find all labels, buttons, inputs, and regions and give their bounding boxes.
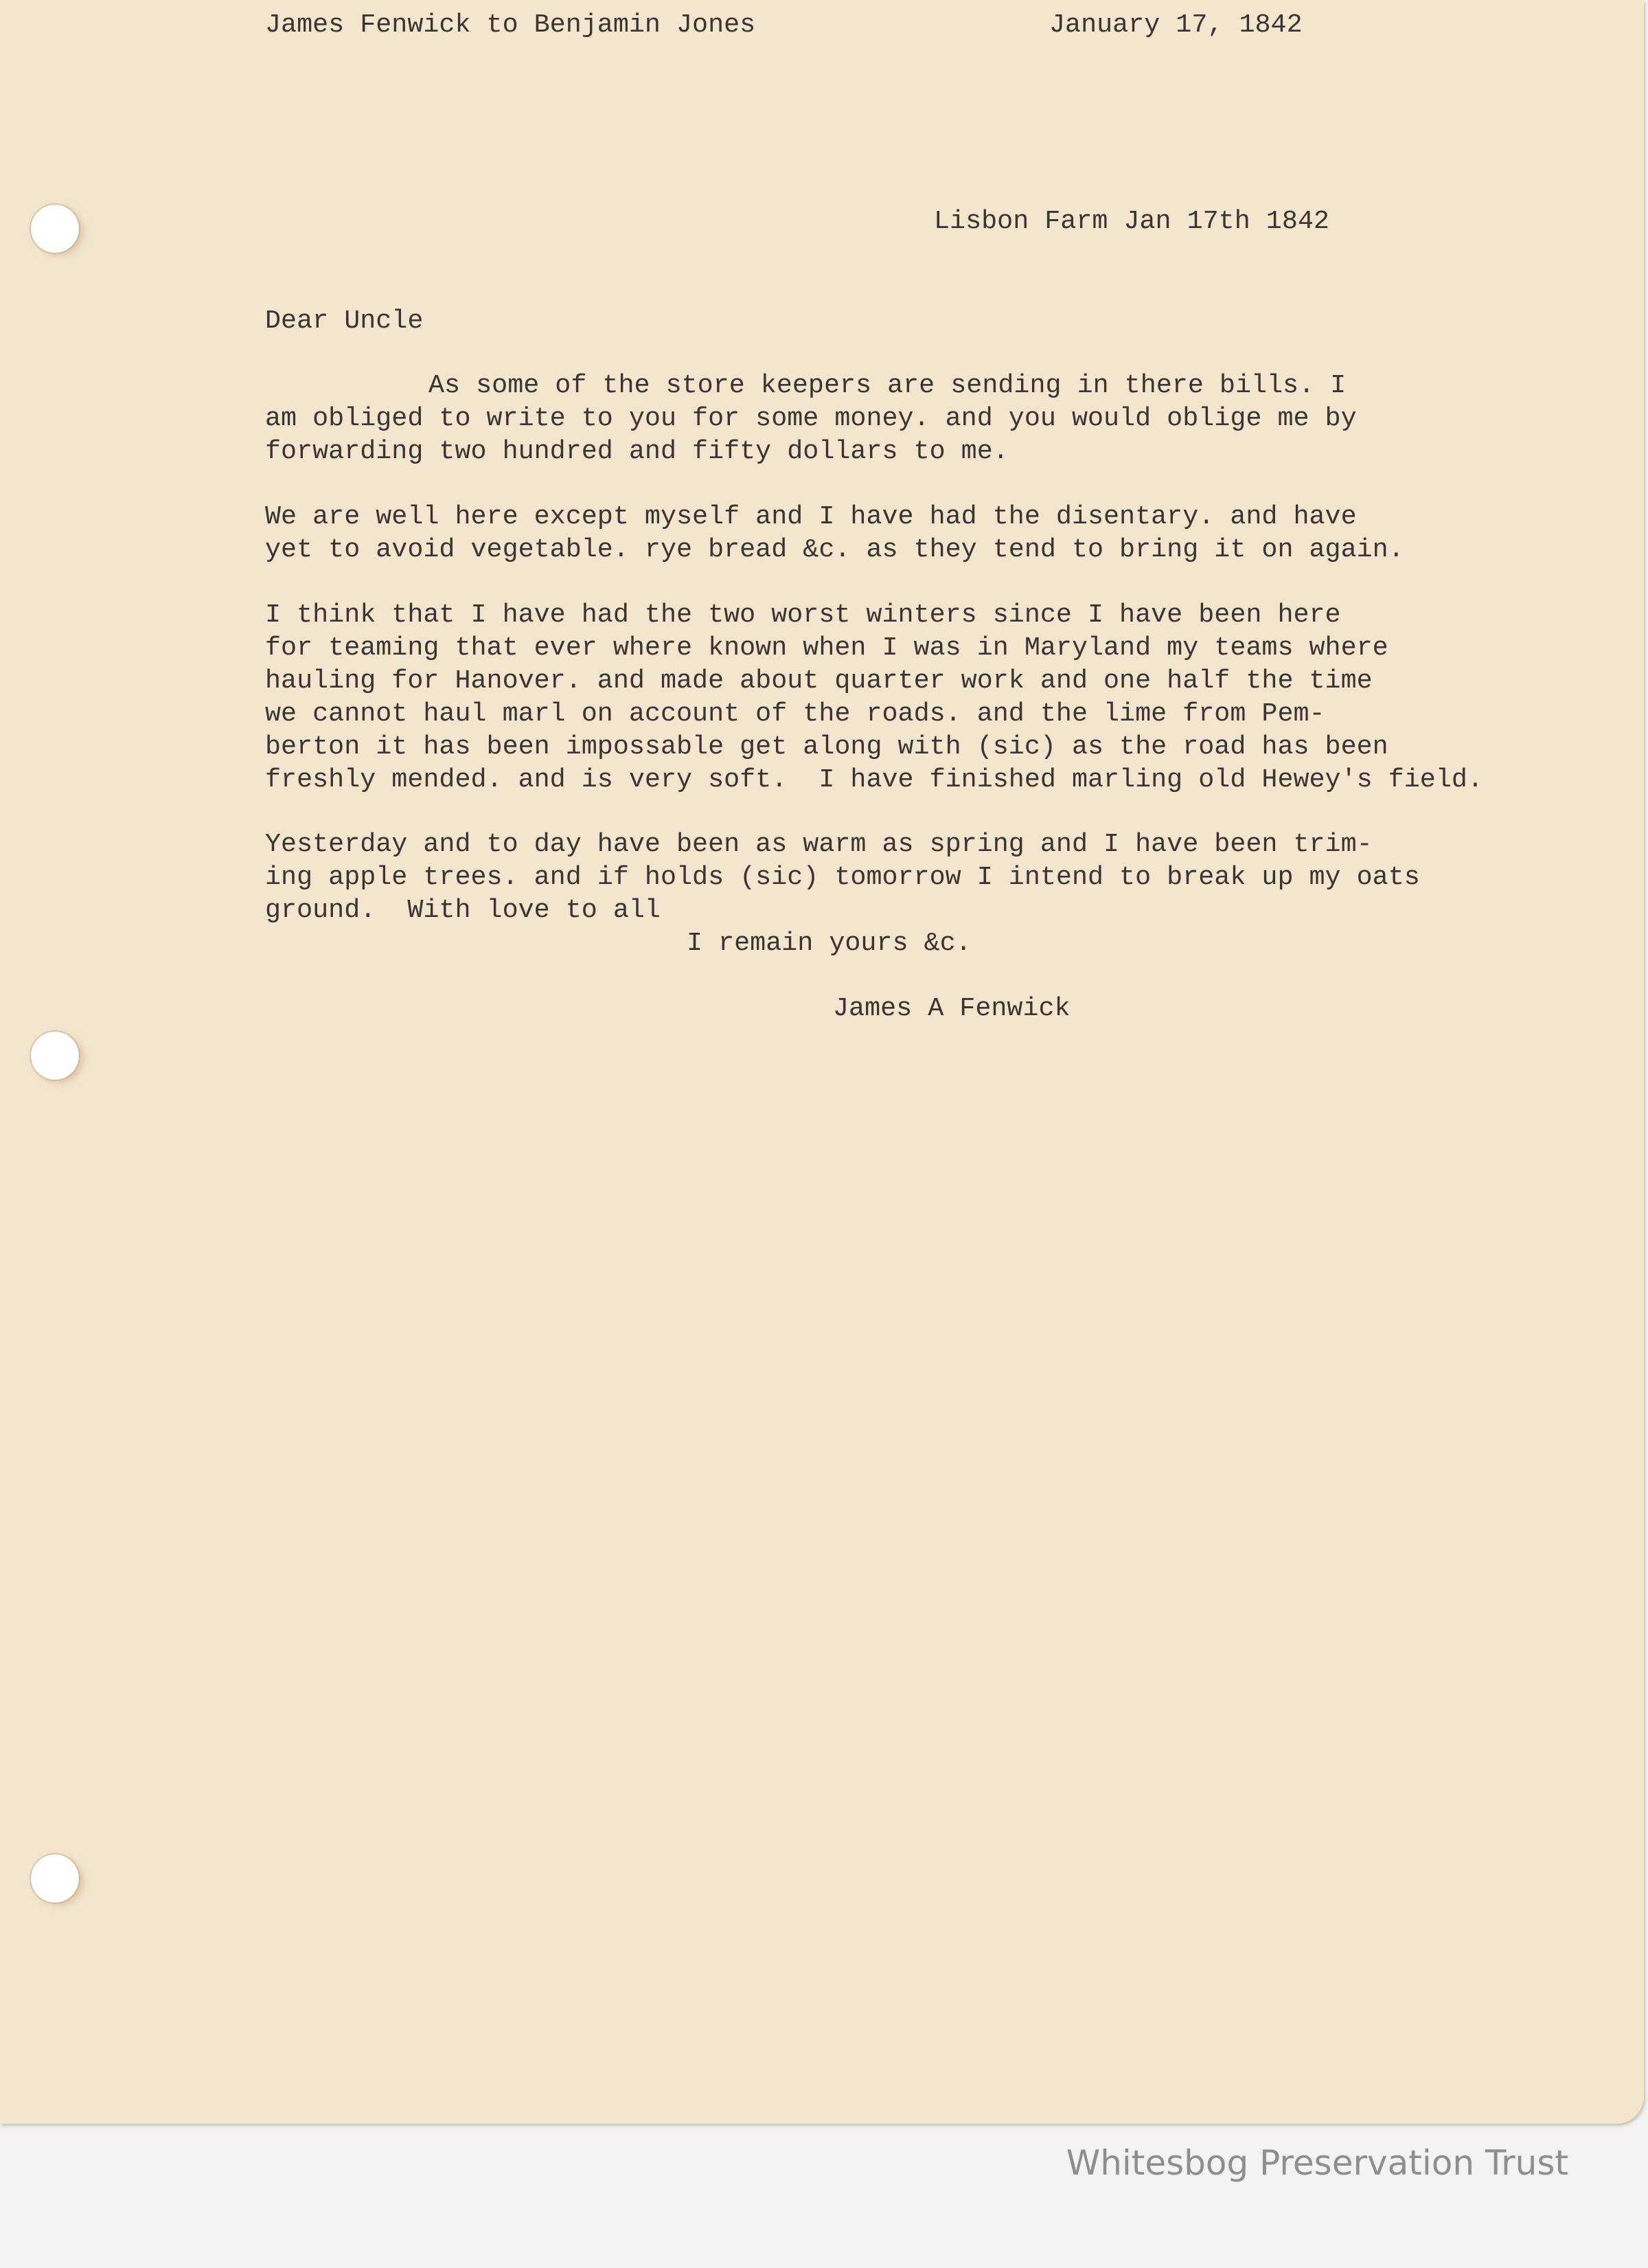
- paragraph-1-line-2: am obliged to write to you for some money. and you would oblige me by: [265, 403, 1357, 433]
- binder-hole-bottom: [31, 1855, 79, 1903]
- watermark-credit: Whitesbog Preservation Trust: [1066, 2143, 1568, 2183]
- paragraph-3-line-1: I think that I have had the two worst winters since I have been here: [265, 600, 1341, 630]
- header-date: January 17, 1842: [1049, 10, 1303, 40]
- paragraph-3-line-5: berton it has been impossable get along with (sic) as the road has been: [265, 732, 1388, 762]
- binder-hole-middle: [31, 1032, 79, 1080]
- paragraph-3-line-2: for teaming that ever where known when I was in Maryland my teams where: [265, 633, 1388, 663]
- header-title: James Fenwick to Benjamin Jones: [265, 10, 756, 40]
- paragraph-3-line-3: hauling for Hanover. and made about quarter work and one half the time: [265, 666, 1373, 696]
- letter-salutation: Dear Uncle: [265, 306, 424, 336]
- letter-dateline: Lisbon Farm Jan 17th 1842: [934, 206, 1329, 236]
- paragraph-2-line-1: We are well here except myself and I have had the disentary. and have: [265, 501, 1357, 532]
- paragraph-4-line-3: ground. With love to all: [265, 895, 661, 925]
- paragraph-1-line-3: forwarding two hundred and fifty dollars to me.: [265, 436, 1009, 466]
- paragraph-4-line-2: ing apple trees. and if holds (sic) tomorrow I intend to break up my oats: [265, 862, 1420, 892]
- binder-hole-top: [31, 205, 79, 253]
- paragraph-3-line-4: we cannot haul marl on account of the roads. and the lime from Pem-: [265, 699, 1325, 729]
- paragraph-1-line-1: As some of the store keepers are sending in there bills. I: [428, 370, 1347, 400]
- paragraph-3-line-6: freshly mended. and is very soft. I have finished marling old Hewey's field.: [265, 764, 1483, 795]
- paragraph-4-line-1: Yesterday and to day have been as warm as spring and I have been trim-: [265, 829, 1373, 859]
- letter-signature: James A Fenwick: [833, 993, 1071, 1023]
- paragraph-2-line-2: yet to avoid vegetable. rye bread &c. as they tend to bring it on again.: [265, 534, 1404, 565]
- letter-closing: I remain yours &c.: [687, 928, 972, 958]
